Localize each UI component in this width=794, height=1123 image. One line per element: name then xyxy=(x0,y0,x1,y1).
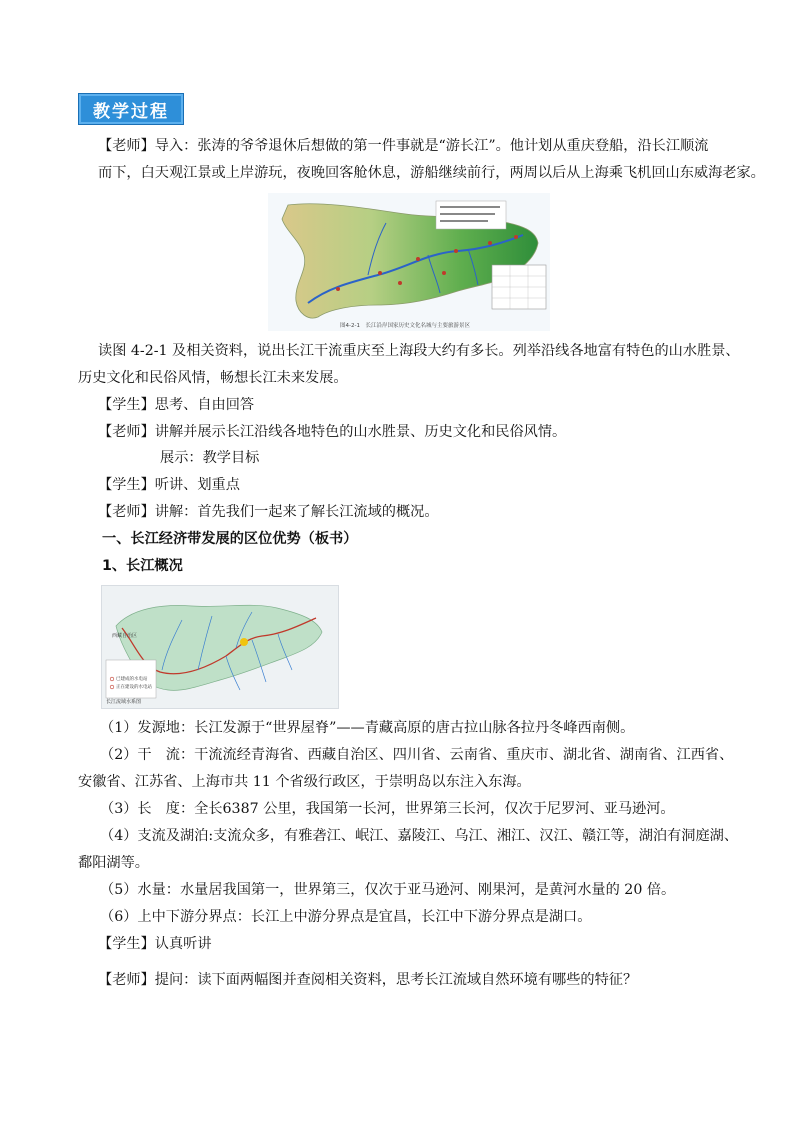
paragraph: 安徽省、江苏省、上海市共 11 个省级行政区，于崇明岛以东注入东海。 xyxy=(78,774,531,790)
paragraph: 【老师】提问：读下面两幅图并查阅相关资料，思考长江流域自然环境有哪些的特征？ xyxy=(98,972,638,988)
paragraph: 【学生】认真听讲 xyxy=(98,936,212,952)
paragraph: 读图 4-2-1 及相关资料，说出长江干流重庆至上海段大约有多长。列举沿线各地富有特色的山水胜景、 xyxy=(98,343,740,359)
paragraph: （3）长 度：全长6387 公里，我国第一长河，世界第三长河，仅次于尼罗河、亚马逊河。 xyxy=(100,801,675,817)
paragraph: 【老师】讲解：首先我们一起来了解长江流域的概况。 xyxy=(98,504,439,520)
paragraph: （6）上中下游分界点：长江上中游分界点是宜昌，长江中下游分界点是湖口。 xyxy=(100,909,592,925)
paragraph: 鄱阳湖等。 xyxy=(78,855,149,871)
paragraph: （2）干 流：干流流经青海省、西藏自治区、四川省、云南省、重庆市、湖北省、湖南省、江西省、 xyxy=(100,747,734,763)
paragraph: 历史文化和民俗风情，畅想长江未来发展。 xyxy=(78,370,348,386)
map-legend-item: 已建成的水电站 xyxy=(116,677,148,682)
figure-caption: 长江流域水系图 xyxy=(106,699,142,705)
figure-caption: 图4-2-1 长江沿岸国家历史文化名城与主要旅游景区 xyxy=(340,323,470,329)
paragraph: （1）发源地：长江发源于“世界屋脊”——青藏高原的唐古拉山脉各拉丹冬峰西南侧。 xyxy=(100,720,635,736)
paragraph: 展示：教学目标 xyxy=(160,450,260,466)
section-badge: 教学过程 xyxy=(78,93,184,125)
paragraph: 【老师】讲解并展示长江沿线各地特色的山水胜景、历史文化和民俗风情。 xyxy=(98,424,567,440)
map-legend-item: 正在建设的水电站 xyxy=(116,685,152,690)
paragraph: （4）支流及湖泊:支流众多，有雅砻江、岷江、嘉陵江、乌江、湘江、汉江、赣江等，湖泊有洞庭湖、 xyxy=(100,828,739,844)
yangtze-tourism-map xyxy=(268,193,550,331)
paragraph: （5）水量：水量居我国第一，世界第三，仅次于亚马逊河、刚果河，是黄河水量的 20 倍。 xyxy=(100,882,676,898)
paragraph: 而下，白天观江景或上岸游玩，夜晚回客舱休息，游船继续前行，两周以后从上海乘飞机回山东威海老家。 xyxy=(98,165,765,181)
subsection-heading: 1、长江概况 xyxy=(102,558,183,574)
paragraph: 【老师】导入：张涛的爷爷退休后想做的第一件事就是“游长江”。他计划从重庆登船，沿长江顺流 xyxy=(98,138,709,154)
yangtze-river-system-map xyxy=(101,585,339,709)
paragraph: 【学生】听讲、划重点 xyxy=(98,477,240,493)
map-region-label: 西藏自治区 xyxy=(112,633,138,639)
section-heading: 一、长江经济带发展的区位优势（板书） xyxy=(102,531,358,547)
paragraph: 【学生】思考、自由回答 xyxy=(98,397,255,413)
